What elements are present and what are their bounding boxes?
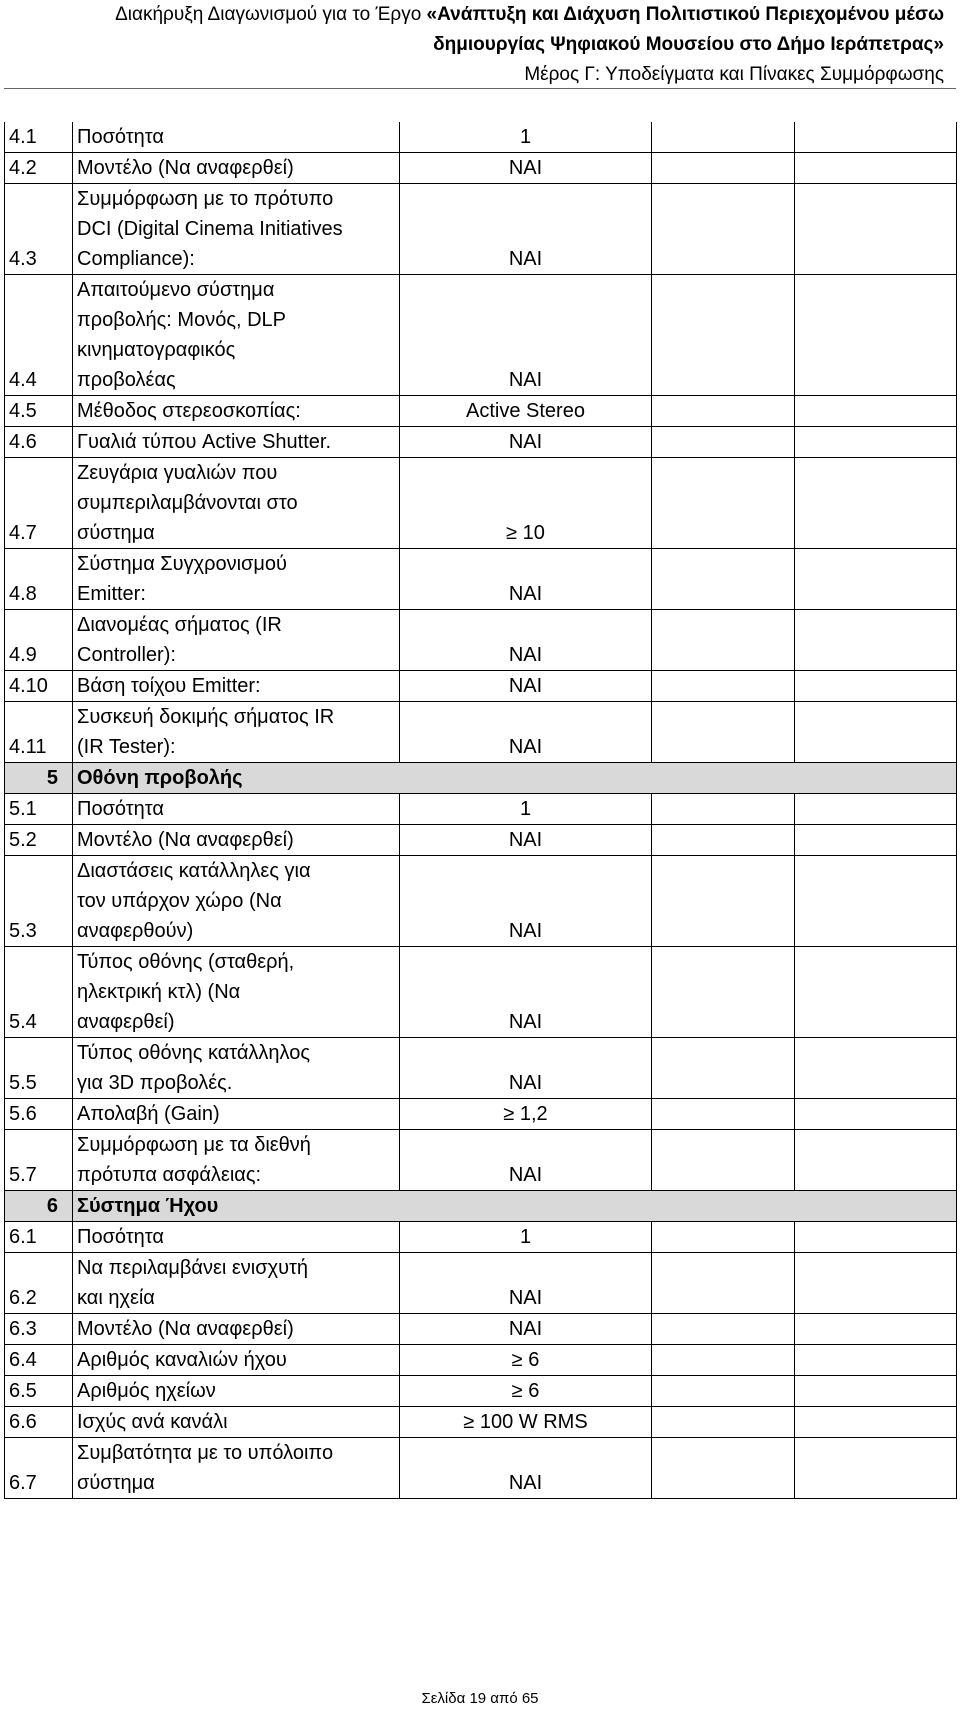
table-row [5,856,957,947]
reference-cell [795,275,957,396]
reference-cell [795,1222,957,1253]
row-description [73,1099,400,1130]
requirement-value: ΝΑΙ [400,1130,652,1191]
reference-cell [795,1099,957,1130]
table-row [5,396,957,427]
requirement-value: ΝΑΙ [400,1314,652,1345]
row-number: 4.11 [5,702,73,763]
reference-cell [795,153,957,184]
answer-cell [652,1099,795,1130]
row-description [73,1130,400,1191]
reference-cell [795,947,957,1038]
description-line: Ισχύς ανά κανάλι [77,1411,228,1433]
requirement-value: ΝΑΙ [400,1253,652,1314]
requirement-value: ΝΑΙ [400,702,652,763]
description-line: Ποσότητα [77,1226,164,1248]
description-line: Απολαβή (Gain) [77,1103,220,1125]
description-line: Μοντέλο (Να αναφερθεί) [77,157,294,179]
row-number: 4.4 [5,275,73,396]
table-row [5,1438,957,1499]
row-description [73,427,400,458]
row-description [73,1438,400,1499]
description-line: Συμβατότητα με το υπόλοιπο [77,1442,334,1464]
table-row [5,1376,957,1407]
table-row [5,1038,957,1099]
description-line: Μέθοδος στερεοσκοπίας: [77,400,301,422]
requirement-value: 1 [400,794,652,825]
requirement-value: 1 [400,1222,652,1253]
row-description [73,1191,957,1222]
answer-cell [652,1345,795,1376]
row-number: 4.6 [5,427,73,458]
row-description [73,947,400,1038]
answer-cell [652,702,795,763]
description-line: πρότυπα ασφάλειας: [77,1164,262,1186]
row-description [73,275,400,396]
row-description [73,549,400,610]
row-number: 6.6 [5,1407,73,1438]
description-line: Τύπος οθόνης κατάλληλος [77,1042,311,1064]
description-line: Σύστημα Συγχρονισμού [77,553,287,575]
answer-cell [652,427,795,458]
description-line: Ποσότητα [77,126,164,148]
answer-cell [652,1038,795,1099]
reference-cell [795,671,957,702]
description-line: σύστημα [77,522,155,544]
requirement-value: ΝΑΙ [400,1038,652,1099]
compliance-table [4,122,957,1499]
row-number: 6.5 [5,1376,73,1407]
table-row [5,1222,957,1253]
row-description [73,702,400,763]
row-description [73,856,400,947]
description-line: Ποσότητα [77,798,164,820]
description-line: προβολής: Μονός, DLP [77,309,286,331]
answer-cell [652,1376,795,1407]
answer-cell [652,275,795,396]
description-line: Ζευγάρια γυαλιών που [77,462,278,484]
table-row [5,671,957,702]
reference-cell [795,794,957,825]
reference-cell [795,856,957,947]
row-description [73,1376,400,1407]
requirement-value: ≥ 6 [400,1345,652,1376]
description-line: Αριθμός ηχείων [77,1380,216,1402]
header-title-plain: Διακήρυξη Διαγωνισμού για το Έργο [115,4,427,25]
description-line: Να περιλαμβάνει ενισχυτή [77,1257,309,1279]
answer-cell [652,794,795,825]
answer-cell [652,671,795,702]
table-row [5,1345,957,1376]
row-description [73,825,400,856]
row-number: 5.1 [5,794,73,825]
requirement-value: 1 [400,122,652,153]
description-line: κινηματογραφικός [77,339,236,361]
table-row [5,1407,957,1438]
requirement-value: ΝΑΙ [400,153,652,184]
answer-cell [652,1130,795,1191]
reference-cell [795,1376,957,1407]
row-description [73,1038,400,1099]
answer-cell [652,122,795,153]
section-row [5,1191,957,1222]
table-row [5,1130,957,1191]
table-row [5,1099,957,1130]
header-title-bold: «Ανάπτυξη και Διάχυση Πολιτιστικού Περιεχομένου μέσω [426,4,944,25]
description-line: και ηχεία [77,1287,155,1309]
requirement-value: ΝΑΙ [400,825,652,856]
reference-cell [795,1253,957,1314]
row-number: 6.3 [5,1314,73,1345]
page-header [44,0,944,90]
description-line: αναφερθεί) [77,1011,175,1033]
row-description [73,1222,400,1253]
reference-cell [795,1407,957,1438]
description-line: Emitter: [77,583,146,605]
row-number: 6.4 [5,1345,73,1376]
reference-cell [795,458,957,549]
requirement-value: ≥ 1,2 [400,1099,652,1130]
answer-cell [652,1314,795,1345]
description-line: Οθόνη προβολής [77,767,243,789]
reference-cell [795,122,957,153]
table-row [5,610,957,671]
row-number: 5.2 [5,825,73,856]
row-number: 4.3 [5,184,73,275]
requirement-value: ΝΑΙ [400,275,652,396]
answer-cell [652,825,795,856]
description-line: Μοντέλο (Να αναφερθεί) [77,1318,294,1340]
row-description [73,1253,400,1314]
description-line: τον υπάρχον χώρο (Να [77,890,282,912]
row-number: 5.5 [5,1038,73,1099]
row-description [73,1314,400,1345]
row-number: 4.9 [5,610,73,671]
reference-cell [795,702,957,763]
requirement-value: ΝΑΙ [400,1438,652,1499]
description-line: Γυαλιά τύπου Active Shutter. [77,431,332,453]
section-row [5,763,957,794]
row-number: 4.2 [5,153,73,184]
reference-cell [795,549,957,610]
answer-cell [652,1407,795,1438]
row-description [73,763,957,794]
description-line: Μοντέλο (Να αναφερθεί) [77,829,294,851]
description-line: Διαστάσεις κατάλληλες για [77,860,311,882]
table-row [5,794,957,825]
row-number: 4.7 [5,458,73,549]
reference-cell [795,1130,957,1191]
requirement-value: Active Stereo [400,396,652,427]
requirement-value: ≥ 10 [400,458,652,549]
requirement-value: ΝΑΙ [400,549,652,610]
row-description [73,610,400,671]
row-description [73,671,400,702]
description-line: Βάση τοίχου Emitter: [77,675,261,697]
row-number: 6.7 [5,1438,73,1499]
row-number: 5 [5,763,73,794]
description-line: προβολέας [77,369,176,391]
description-line: Αριθμός καναλιών ήχου [77,1349,287,1371]
description-line: Σύστημα Ήχου [77,1195,219,1217]
row-number: 5.6 [5,1099,73,1130]
reference-cell [795,1345,957,1376]
answer-cell [652,610,795,671]
description-line: Συσκευή δοκιμής σήματος IR [77,706,335,728]
requirement-value: ΝΑΙ [400,184,652,275]
description-line: Controller): [77,644,176,666]
row-number: 6.2 [5,1253,73,1314]
description-line: αναφερθούν) [77,920,194,942]
description-line: DCI (Digital Cinema Initiatives [77,218,343,240]
requirement-value: ΝΑΙ [400,427,652,458]
description-line: ηλεκτρική κτλ) (Να [77,981,241,1003]
table-row [5,702,957,763]
table-row [5,1253,957,1314]
answer-cell [652,153,795,184]
description-line: σύστημα [77,1472,155,1494]
table-row [5,947,957,1038]
row-number: 4.5 [5,396,73,427]
row-number: 6.1 [5,1222,73,1253]
table-row [5,1314,957,1345]
answer-cell [652,184,795,275]
row-number: 5.3 [5,856,73,947]
description-line: Συμμόρφωση με το πρότυπο [77,188,334,210]
description-line: συμπεριλαμβάνονται στο [77,492,298,514]
row-description [73,794,400,825]
table-row [5,825,957,856]
row-description [73,396,400,427]
reference-cell [795,1038,957,1099]
requirement-value: ΝΑΙ [400,610,652,671]
row-description [73,458,400,549]
compliance-table-body [5,122,957,1499]
answer-cell [652,856,795,947]
table-row [5,275,957,396]
row-description [73,1407,400,1438]
description-line: Τύπος οθόνης (σταθερή, [77,951,295,973]
reference-cell [795,825,957,856]
table-row [5,427,957,458]
page-footer: Σελίδα 19 από 65 [421,1690,539,1707]
table-row [5,184,957,275]
row-description [73,153,400,184]
answer-cell [652,396,795,427]
answer-cell [652,1438,795,1499]
row-description [73,122,400,153]
answer-cell [652,1222,795,1253]
requirement-value: ΝΑΙ [400,947,652,1038]
answer-cell [652,947,795,1038]
table-row [5,549,957,610]
answer-cell [652,458,795,549]
row-number: 6 [5,1191,73,1222]
description-line: Συμμόρφωση με τα διεθνή [77,1134,311,1156]
row-number: 4.10 [5,671,73,702]
row-description [73,184,400,275]
description-line: Απαιτούμενο σύστημα [77,279,275,301]
reference-cell [795,396,957,427]
description-line: (IR Tester): [77,736,176,758]
row-number: 5.7 [5,1130,73,1191]
requirement-value: ΝΑΙ [400,671,652,702]
reference-cell [795,610,957,671]
reference-cell [795,1438,957,1499]
reference-cell [795,184,957,275]
table-row [5,458,957,549]
row-number: 5.4 [5,947,73,1038]
answer-cell [652,1253,795,1314]
header-divider [4,88,956,89]
requirement-value: ≥ 100 W RMS [400,1407,652,1438]
description-line: Compliance): [77,248,195,270]
table-row [5,122,957,153]
requirement-value: ≥ 6 [400,1376,652,1407]
reference-cell [795,427,957,458]
row-number: 4.8 [5,549,73,610]
table-row [5,153,957,184]
description-line: για 3D προβολές. [77,1072,233,1094]
reference-cell [795,1314,957,1345]
header-line-1 [44,0,944,30]
header-line-3: Μέρος Γ: Υποδείγματα και Πίνακες Συμμόρφωσης [524,64,944,85]
row-description [73,1345,400,1376]
header-line-2: δημιουργίας Ψηφιακού Μουσείου στο Δήμο Ιεράπετρας» [433,34,944,55]
row-number: 4.1 [5,122,73,153]
description-line: Διανομέας σήματος (IR [77,614,282,636]
requirement-value: ΝΑΙ [400,856,652,947]
answer-cell [652,549,795,610]
